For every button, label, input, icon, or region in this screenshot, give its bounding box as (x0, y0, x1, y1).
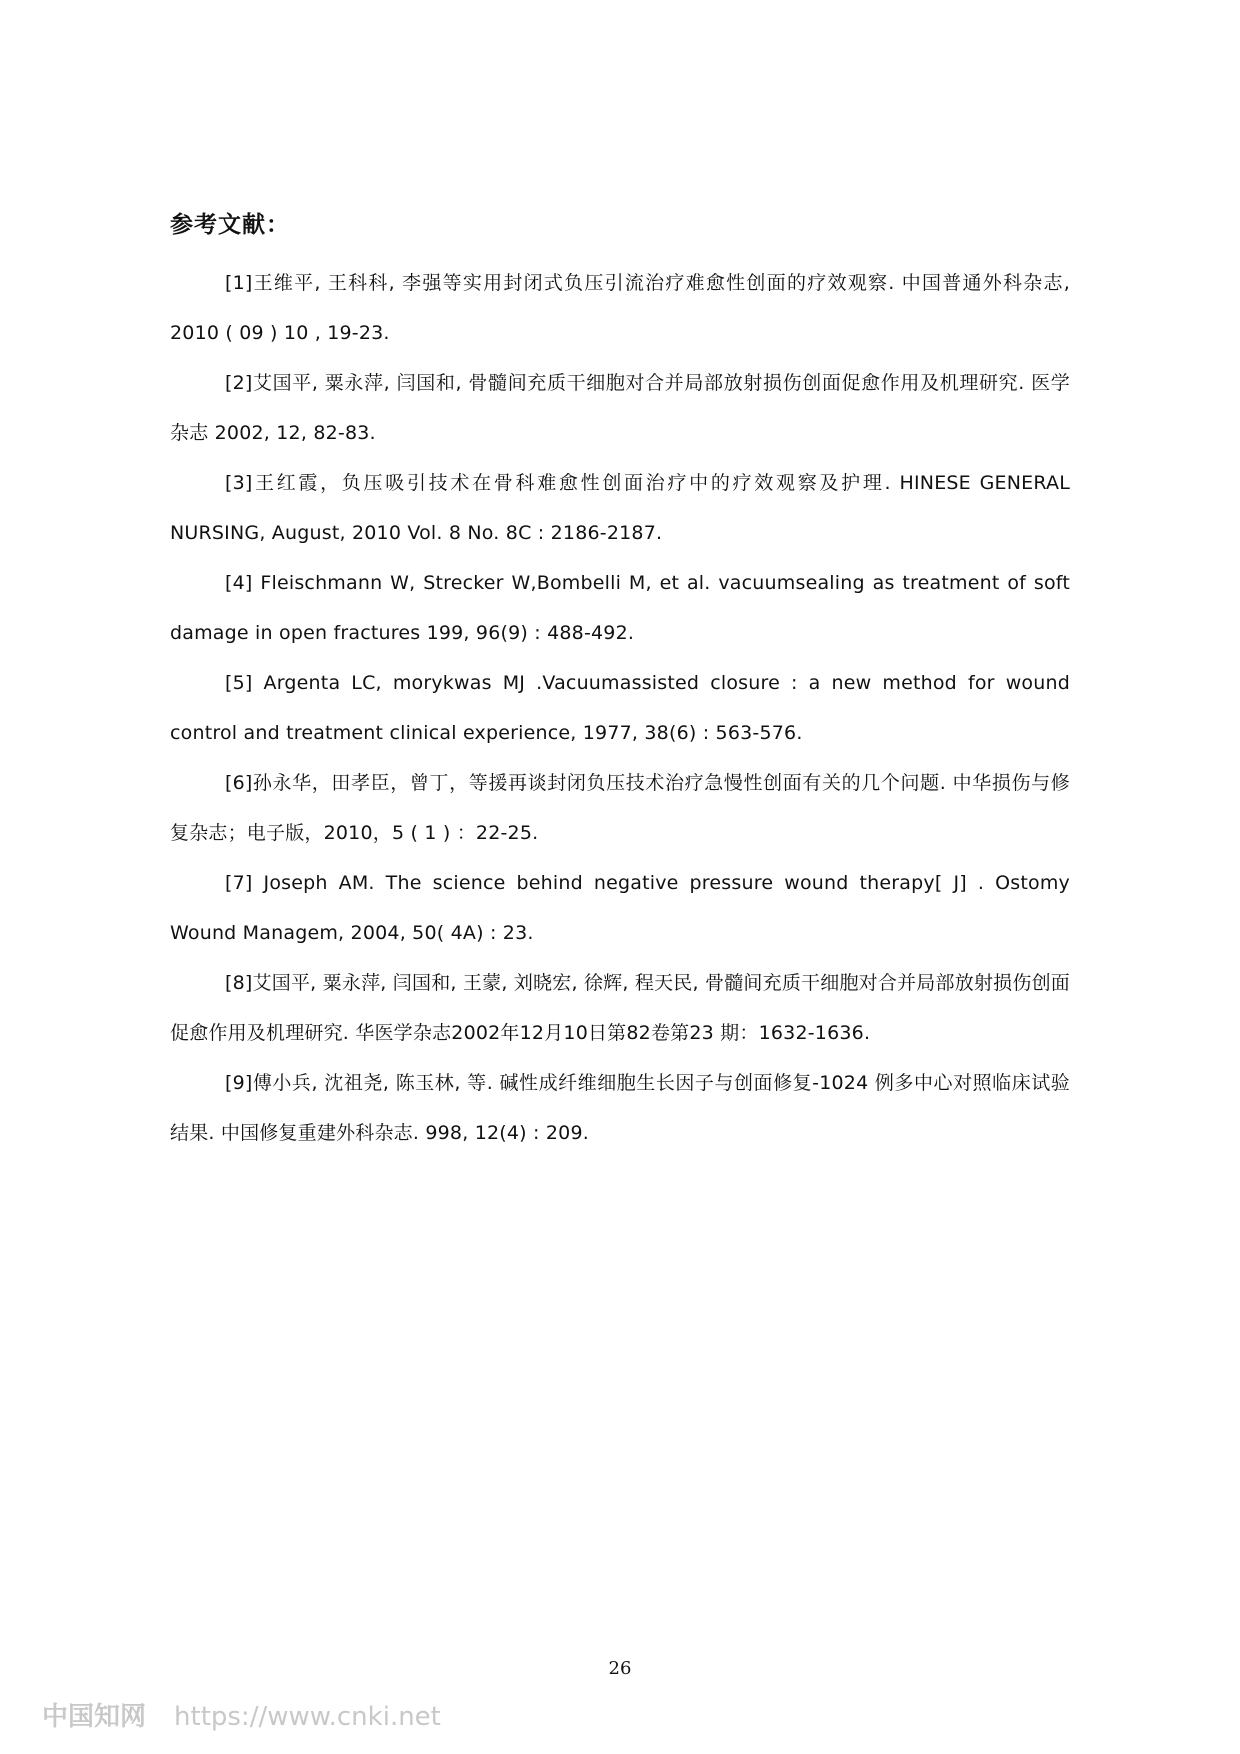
reference-item: [6]孙永华，田孝臣，曾丁，等援再谈封闭负压技术治疗急慢性创面有关的几个问题. 中华损伤与修复杂志；电子版，2010，5 ( 1 ) ：22-25. (170, 772, 1070, 844)
reference-item: [2]艾国平, 粟永萍, 闫国和, 骨髓间充质干细胞对合并局部放射损伤创面促愈作用及机理研究. 医学杂志 2002, 12, 82-83. (170, 372, 1070, 444)
reference-item: [1]王维平, 王科科, 李强等实用封闭式负压引流治疗难愈性创面的疗效观察. 中国普通外科杂志, 2010 ( 09 ) 10 , 19-23. (170, 272, 1070, 344)
reference-item: [7] Joseph AM. The science behind negative pressure wound therapy[ J] . Ostomy Wound Managem, 2004, 50( 4A) : 23. (170, 872, 1070, 944)
references-heading: 参考文献： (170, 212, 290, 238)
cnki-watermark (42, 1696, 441, 1733)
reference-item: [5] Argenta LC, morykwas MJ .Vacuumassisted closure : a new method for wound control and treatment clinical experience, 1977, 38(6) : 563-576. (170, 672, 1070, 744)
reference-item: [9]傅小兵, 沈祖尧, 陈玉林, 等. 碱性成纤维细胞生长因子与创面修复-1024 例多中心对照临床试验结果. 中国修复重建外科杂志. 998, 12(4) : 209. (170, 1072, 1070, 1144)
watermark-url: https://www.cnki.net (174, 1702, 441, 1732)
reference-item: [3]王红霞，负压吸引技术在骨科难愈性创面治疗中的疗效观察及护理. HINESE GENERAL NURSING, August, 2010 Vol. 8 No. 8C : 2186-2187. (170, 472, 1070, 544)
reference-item: [4] Fleischmann W, Strecker W,Bombelli M, et al. vacuumsealing as treatment of soft damage in open fractures 199, 96(9) : 488-492. (170, 572, 1070, 644)
page-number: 26 (608, 1658, 632, 1679)
reference-list (170, 258, 1070, 1158)
watermark-logo-text: 中国知网 (42, 1702, 147, 1732)
reference-item: [8]艾国平, 粟永萍, 闫国和, 王蒙, 刘晓宏, 徐辉, 程天民, 骨髓间充质干细胞对合并局部放射损伤创面促愈作用及机理研究. 华医学杂志2002年12月10日第82卷第23 期：1632-1636. (170, 972, 1070, 1044)
